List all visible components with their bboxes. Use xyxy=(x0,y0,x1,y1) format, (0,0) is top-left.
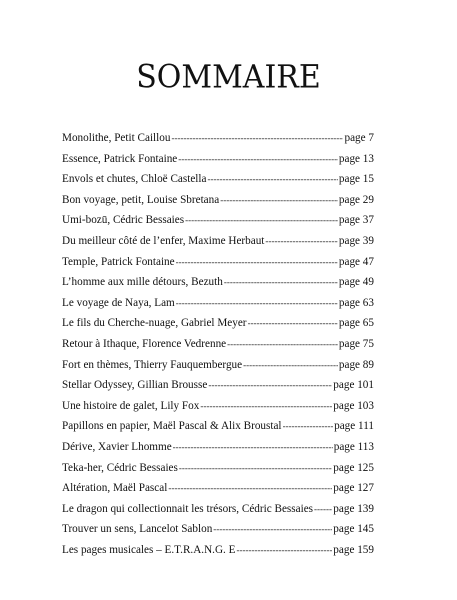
toc-entry-title: Papillons en papier, Maël Pascal & Alix Broustal xyxy=(62,420,282,433)
dot-leader xyxy=(173,437,333,458)
toc-entry-title: Le voyage de Naya, Lam xyxy=(62,296,175,309)
toc-entry xyxy=(62,499,374,520)
toc-entry xyxy=(62,416,374,437)
toc-entry-title: Trouver un sens, Lancelot Sablon xyxy=(62,523,213,536)
toc-entry-title: Fort en thèmes, Thierry Fauquembergue xyxy=(62,358,243,371)
toc-entry xyxy=(62,313,374,334)
toc-entry xyxy=(62,169,374,190)
dot-leader xyxy=(178,149,338,170)
toc-entry xyxy=(62,334,374,355)
dot-leader xyxy=(265,231,337,252)
toc-entry xyxy=(62,375,374,396)
toc-entry-title: Umi-bozū, Cédric Bessaies xyxy=(62,214,185,227)
toc-entry-title: Les pages musicales – E.T.R.A.N.G. E xyxy=(62,543,236,556)
toc-entry-page: page 101 xyxy=(333,379,374,392)
toc-entry-title: Stellar Odyssey, Gillian Brousse xyxy=(62,379,208,392)
toc-entry-page: page 75 xyxy=(338,337,374,350)
toc-entry-page: page 49 xyxy=(338,276,374,289)
dot-leader xyxy=(200,396,332,417)
toc-entry-page: page 127 xyxy=(333,482,374,495)
dot-leader xyxy=(220,190,338,211)
toc-entry xyxy=(62,128,374,149)
dot-leader xyxy=(243,355,338,376)
toc-entry-page: page 47 xyxy=(338,255,374,268)
toc-entry-page: page 145 xyxy=(333,523,374,536)
toc-entry xyxy=(62,396,374,417)
toc-entry xyxy=(62,458,374,479)
dot-leader xyxy=(227,334,338,355)
toc-entry-title: L’homme aux mille détours, Bezuth xyxy=(62,276,223,289)
toc-entry-title: Le fils du Cherche-nuage, Gabriel Meyer xyxy=(62,317,247,330)
toc-entry xyxy=(62,355,374,376)
toc-entry-page: page 65 xyxy=(338,317,374,330)
page-title: SOMMAIRE xyxy=(136,59,321,96)
toc-entry-page: page 89 xyxy=(338,358,374,371)
toc-entry xyxy=(62,478,374,499)
toc-entry-title: Du meilleur côté de l’enfer, Maxime Herbaut xyxy=(62,234,265,247)
toc-entry xyxy=(62,437,374,458)
dot-leader xyxy=(185,210,338,231)
dot-leader xyxy=(207,169,337,190)
toc-entry-title: Altération, Maël Pascal xyxy=(62,482,168,495)
toc-entry-page: page 103 xyxy=(333,399,374,412)
toc-entry xyxy=(62,231,374,252)
toc-entry xyxy=(62,190,374,211)
toc-entry-title: Le dragon qui collectionnait les trésors, Cédric Bessaies xyxy=(62,502,314,515)
toc-entry-title: Monolithe, Petit Caillou xyxy=(62,132,171,144)
toc-entry-title: Teka-her, Cédric Bessaies xyxy=(62,461,178,474)
toc-entry xyxy=(62,252,374,273)
toc-entry xyxy=(62,272,374,293)
dot-leader xyxy=(224,272,338,293)
toc-entry xyxy=(62,519,374,540)
dot-leader xyxy=(208,375,332,396)
dot-leader xyxy=(248,313,338,334)
toc-entry-page: page 159 xyxy=(333,543,374,556)
toc-entry-title: Retour à Ithaque, Florence Vedrenne xyxy=(62,337,227,350)
toc-entry xyxy=(62,210,374,231)
toc-entry-page: page 29 xyxy=(338,193,374,206)
toc-entry-page: page 125 xyxy=(333,461,374,474)
toc-entry-page: page 139 xyxy=(333,502,374,515)
toc-entry xyxy=(62,149,374,170)
toc-entry-title: Temple, Patrick Fontaine xyxy=(62,255,175,268)
toc-entry-page: page 37 xyxy=(338,214,374,227)
toc-entry-title: Envols et chutes, Chloë Castella xyxy=(62,173,207,186)
table-of-contents xyxy=(62,128,374,560)
toc-entry-page: page 15 xyxy=(338,173,374,186)
toc-entry-title: Essence, Patrick Fontaine xyxy=(62,152,178,165)
dot-leader xyxy=(176,293,338,314)
toc-entry-page: page 13 xyxy=(338,152,374,165)
dot-leader xyxy=(283,416,334,437)
toc-entry-page: page 7 xyxy=(344,132,374,144)
toc-entry-page: page 113 xyxy=(333,440,374,453)
toc-entry-title: Une histoire de galet, Lily Fox xyxy=(62,399,200,412)
dot-leader xyxy=(314,499,332,520)
toc-entry-page: page 111 xyxy=(334,420,374,433)
toc-entry-page: page 63 xyxy=(338,296,374,309)
toc-entry-title: Dérive, Xavier Lhomme xyxy=(62,440,172,453)
toc-entry xyxy=(62,293,374,314)
dot-leader xyxy=(236,540,332,561)
toc-entry xyxy=(62,540,374,561)
dot-leader xyxy=(168,478,332,499)
dot-leader xyxy=(179,458,332,479)
toc-entry-page: page 39 xyxy=(338,234,374,247)
dot-leader xyxy=(176,252,338,273)
dot-leader xyxy=(171,128,343,149)
dot-leader xyxy=(213,519,332,540)
toc-entry-title: Bon voyage, petit, Louise Sbretana xyxy=(62,193,220,206)
